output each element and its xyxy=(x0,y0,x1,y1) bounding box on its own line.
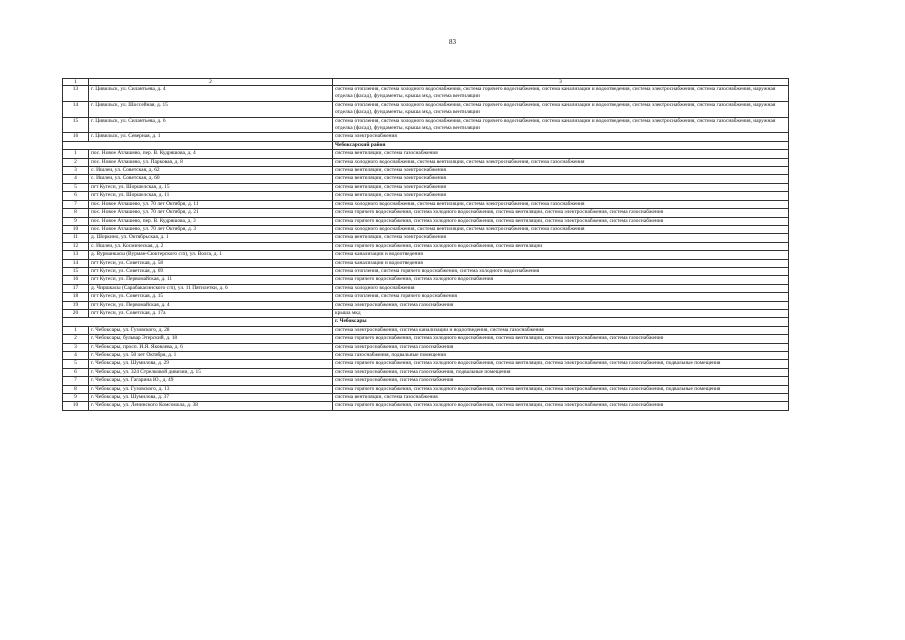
address-cell: г. Чебоксары, ул. Шумилова, д. 29 xyxy=(89,360,333,368)
address-cell: г. Цивильск, ул. Северная, д. 1 xyxy=(89,133,333,141)
table-row xyxy=(63,402,789,410)
systems-cell: крыша мкд xyxy=(333,309,789,317)
systems-cell: система вентиляции, система газоснабжения xyxy=(333,394,789,402)
systems-cell: система отопления, система холодного водоснабжения, система горячего водоснабжения, система канализации и водоотведения, система электроснабжения, система газоснабжения, наружная отделка (фасад), фундаменты, крыша мкд, система вентиляции xyxy=(333,101,789,117)
address-cell: пгт Кугеси, ул. Советская, д. 17а xyxy=(89,309,333,317)
table-row xyxy=(63,259,789,267)
row-number: 18 xyxy=(63,293,89,301)
table-row xyxy=(63,276,789,284)
table-row xyxy=(63,394,789,402)
table-row xyxy=(63,175,789,183)
row-number: 7 xyxy=(63,377,89,385)
address-cell: пос. Новое Атлашево, ул. Парковая, д. 8 xyxy=(89,158,333,166)
table-row xyxy=(63,309,789,317)
address-cell: г. Чебоксары, ул. Гагарина Ю., д. 49 xyxy=(89,377,333,385)
table-row xyxy=(63,343,789,351)
address-cell: г. Чебоксары, бульвар Эгерский, д. 18 xyxy=(89,335,333,343)
row-number: 8 xyxy=(63,385,89,393)
row-number: 15 xyxy=(63,267,89,275)
table-row xyxy=(63,301,789,309)
systems-cell: система вентиляции, система электроснабжения xyxy=(333,167,789,175)
row-number: 1 xyxy=(63,150,89,158)
row-number: 14 xyxy=(63,101,89,117)
systems-cell: система отопления, система холодного водоснабжения, система горячего водоснабжения, система канализации и водоотведения, система электроснабжения, система газоснабжения, наружная отделка (фасад), фундаменты, крыша мкд, система вентиляции xyxy=(333,117,789,133)
address-cell: с. Ишлеи, ул. Советская, д. 60 xyxy=(89,175,333,183)
table-header-row xyxy=(63,79,789,86)
row-number: 13 xyxy=(63,86,89,102)
row-number: 5 xyxy=(63,183,89,191)
address-cell: д. Чиршкасы (Сарабакасинского с/п), ул. 11 Пятилетки, д. 6 xyxy=(89,284,333,292)
registry-table xyxy=(62,78,789,411)
systems-cell: система горячего водоснабжения, система холодного водоснабжения xyxy=(333,276,789,284)
row-number: 2 xyxy=(63,158,89,166)
header-cell: 3 xyxy=(333,79,789,86)
header-cell: 1 xyxy=(63,79,89,86)
systems-cell: система вентиляции, система электроснабжения xyxy=(333,234,789,242)
systems-cell: система электроснабжения, система канализации и водоотведения, система газоснабжения xyxy=(333,326,789,334)
address-cell: пгт Кугеси, ул. Советская, д. 69 xyxy=(89,267,333,275)
table-row xyxy=(63,242,789,250)
systems-cell: система канализации и водоотведения xyxy=(333,251,789,259)
table-row xyxy=(63,293,789,301)
address-cell: г. Чебоксары, ул. 324 Стрелковой дивизии, д. 15 xyxy=(89,368,333,376)
row-number: 20 xyxy=(63,309,89,317)
row-number: 3 xyxy=(63,167,89,175)
table-row xyxy=(63,385,789,393)
table-row xyxy=(63,251,789,259)
address-cell: г. Чебоксары, ул. Шумилова, д. 37 xyxy=(89,394,333,402)
systems-cell: система вентиляции, система электроснабжения xyxy=(333,192,789,200)
table-row xyxy=(63,368,789,376)
address-cell: пос. Новое Атлашево, ул. 70 лет Октября, д. 11 xyxy=(89,200,333,208)
address-cell: г. Цивильск, ул. Силантьева, д. 4 xyxy=(89,86,333,102)
row-number: 4 xyxy=(63,352,89,360)
section-row xyxy=(63,141,789,149)
row-number: 1 xyxy=(63,326,89,334)
row-number: 3 xyxy=(63,343,89,351)
address-cell: пос. Новое Атлашево, пер. В. Кудряшова, д. 4 xyxy=(89,150,333,158)
row-number: 9 xyxy=(63,217,89,225)
address-cell: г. Цивильск, ул. Силантьева, д. 6 xyxy=(89,117,333,133)
table-row xyxy=(63,360,789,368)
systems-cell: система отопления, система холодного водоснабжения, система горячего водоснабжения, система канализации и водоотведения, система электроснабжения, система газоснабжения, наружная отделка (фасад), фундаменты, крыша мкд, система вентиляции xyxy=(333,86,789,102)
address-cell: пгт Кугеси, ул. Шоршелская, д. 11 xyxy=(89,192,333,200)
systems-cell: система холодного водоснабжения, система вентиляции, система электроснабжения, система газоснабжения xyxy=(333,158,789,166)
section-title: Чебоксарский район xyxy=(333,141,789,149)
row-number: 10 xyxy=(63,402,89,410)
systems-cell: система вентиляции, система газоснабжения xyxy=(333,150,789,158)
systems-cell: система горячего водоснабжения, система холодного водоснабжения, система вентиляции, система электроснабжения, система газоснабжения xyxy=(333,217,789,225)
systems-cell: система канализации и водоотведения xyxy=(333,259,789,267)
table-row xyxy=(63,101,789,117)
address-cell: пгт Кугеси, ул. Советская, д. 58 xyxy=(89,259,333,267)
address-cell: с. Ишлеи, ул. Космическая, д. 2 xyxy=(89,242,333,250)
row-number: 5 xyxy=(63,360,89,368)
section-spacer xyxy=(63,141,333,149)
systems-cell: система вентиляции, система электроснабжения xyxy=(333,175,789,183)
systems-cell: система вентиляции, система электроснабжения xyxy=(333,183,789,191)
systems-cell: система горячего водоснабжения, система холодного водоснабжения, система вентиляции, система электроснабжения, система газоснабжения xyxy=(333,209,789,217)
table-row xyxy=(63,209,789,217)
header-cell: 2 xyxy=(89,79,333,86)
systems-cell: система холодного водоснабжения, система вентиляции, система электроснабжения, система газоснабжения xyxy=(333,225,789,233)
systems-cell: система газоснабжения, подвальные помещения xyxy=(333,352,789,360)
table-row xyxy=(63,117,789,133)
table-row xyxy=(63,86,789,102)
address-cell: пгт Кугеси, ул. Шоршелская, д. 15 xyxy=(89,183,333,191)
table-row xyxy=(63,192,789,200)
row-number: 17 xyxy=(63,284,89,292)
table-row xyxy=(63,326,789,334)
address-cell: пос. Новое Атлашево, пер. В. Кудряшова, д. 3 xyxy=(89,217,333,225)
address-cell: пгт Кугеси, ул. Советская, д. 15 xyxy=(89,293,333,301)
systems-cell: система электроснабжения xyxy=(333,133,789,141)
systems-cell: система холодного водоснабжения, система вентиляции, система электроснабжения, система газоснабжения xyxy=(333,200,789,208)
section-title: г. Чебоксары xyxy=(333,318,789,326)
table-row xyxy=(63,225,789,233)
address-cell: пос. Новое Атлашево, ул. 70 лет Октября, д. 21 xyxy=(89,209,333,217)
systems-cell: система отопления, система горячего водоснабжения, система холодного водоснабжения xyxy=(333,267,789,275)
systems-cell: система холодного водоснабжения xyxy=(333,284,789,292)
table-row xyxy=(63,183,789,191)
table-row xyxy=(63,217,789,225)
systems-cell: система горячего водоснабжения, система холодного водоснабжения, система вентиляции, система электроснабжения, система газоснабжения xyxy=(333,402,789,410)
address-cell: г. Чебоксары, ул. Ленинского Комсомола, д. 38 xyxy=(89,402,333,410)
systems-cell: система горячего водоснабжения, система холодного водоснабжения, система вентиляции, система электроснабжения, система газоснабжения xyxy=(333,335,789,343)
table-row xyxy=(63,234,789,242)
address-cell: г. Чебоксары, ул. Гузовского, д. 28 xyxy=(89,326,333,334)
systems-cell: система электроснабжения, система газоснабжения, подвальные помещения xyxy=(333,368,789,376)
address-cell: д. Вурманкасы (Вурман-Сюктерского с/п), ул. Волга, д. 1 xyxy=(89,251,333,259)
address-cell: пгт Кугеси, ул. Первомайская, д. 11 xyxy=(89,276,333,284)
row-number: 6 xyxy=(63,192,89,200)
row-number: 7 xyxy=(63,200,89,208)
row-number: 13 xyxy=(63,251,89,259)
section-row xyxy=(63,318,789,326)
row-number: 15 xyxy=(63,117,89,133)
row-number: 6 xyxy=(63,368,89,376)
address-cell: д. Шоркино, ул. Октябрьская, д. 1 xyxy=(89,234,333,242)
systems-cell: система электроснабжения, система газоснабжения xyxy=(333,343,789,351)
table-row xyxy=(63,150,789,158)
table-row xyxy=(63,200,789,208)
table-row xyxy=(63,158,789,166)
address-cell: г. Чебоксары, ул. 50 лет Октября, д. 1 xyxy=(89,352,333,360)
page-number: 83 xyxy=(449,38,456,46)
systems-cell: система электроснабжения, система газоснабжения xyxy=(333,377,789,385)
address-cell: г. Цивильск, ул. Шоссейная, д. 15 xyxy=(89,101,333,117)
address-cell: пос. Новое Атлашево, ул. 70 лет Октября, д. 3 xyxy=(89,225,333,233)
row-number: 10 xyxy=(63,225,89,233)
row-number: 4 xyxy=(63,175,89,183)
row-number: 19 xyxy=(63,301,89,309)
address-cell: г. Чебоксары, ул. Гузовского, д. 13 xyxy=(89,385,333,393)
row-number: 2 xyxy=(63,335,89,343)
address-cell: с. Ишлеи, ул. Советская, д. 62 xyxy=(89,167,333,175)
row-number: 16 xyxy=(63,133,89,141)
systems-cell: система электроснабжения, система газоснабжения xyxy=(333,301,789,309)
table-row xyxy=(63,335,789,343)
address-cell: г. Чебоксары, просп. И.Я. Яковлева, д. 6 xyxy=(89,343,333,351)
address-cell: пгт Кугеси, ул. Первомайская, д. 4 xyxy=(89,301,333,309)
row-number: 8 xyxy=(63,209,89,217)
table-row xyxy=(63,133,789,141)
row-number: 9 xyxy=(63,394,89,402)
row-number: 14 xyxy=(63,259,89,267)
systems-cell: система горячего водоснабжения, система холодного водоснабжения, система вентиляции xyxy=(333,242,789,250)
systems-cell: система горячего водоснабжения, система холодного водоснабжения, система вентиляции, система электроснабжения, система газоснабжения, подвальные помещения xyxy=(333,360,789,368)
row-number: 11 xyxy=(63,234,89,242)
systems-cell: система горячего водоснабжения, система холодного водоснабжения, система вентиляции, система электроснабжения, система газоснабжения, подвальные помещения xyxy=(333,385,789,393)
section-spacer xyxy=(63,318,333,326)
row-number: 16 xyxy=(63,276,89,284)
row-number: 12 xyxy=(63,242,89,250)
table-row xyxy=(63,352,789,360)
table-row xyxy=(63,267,789,275)
table-row xyxy=(63,167,789,175)
systems-cell: система отопления, система горячего водоснабжения xyxy=(333,293,789,301)
table-row xyxy=(63,377,789,385)
table-row xyxy=(63,284,789,292)
